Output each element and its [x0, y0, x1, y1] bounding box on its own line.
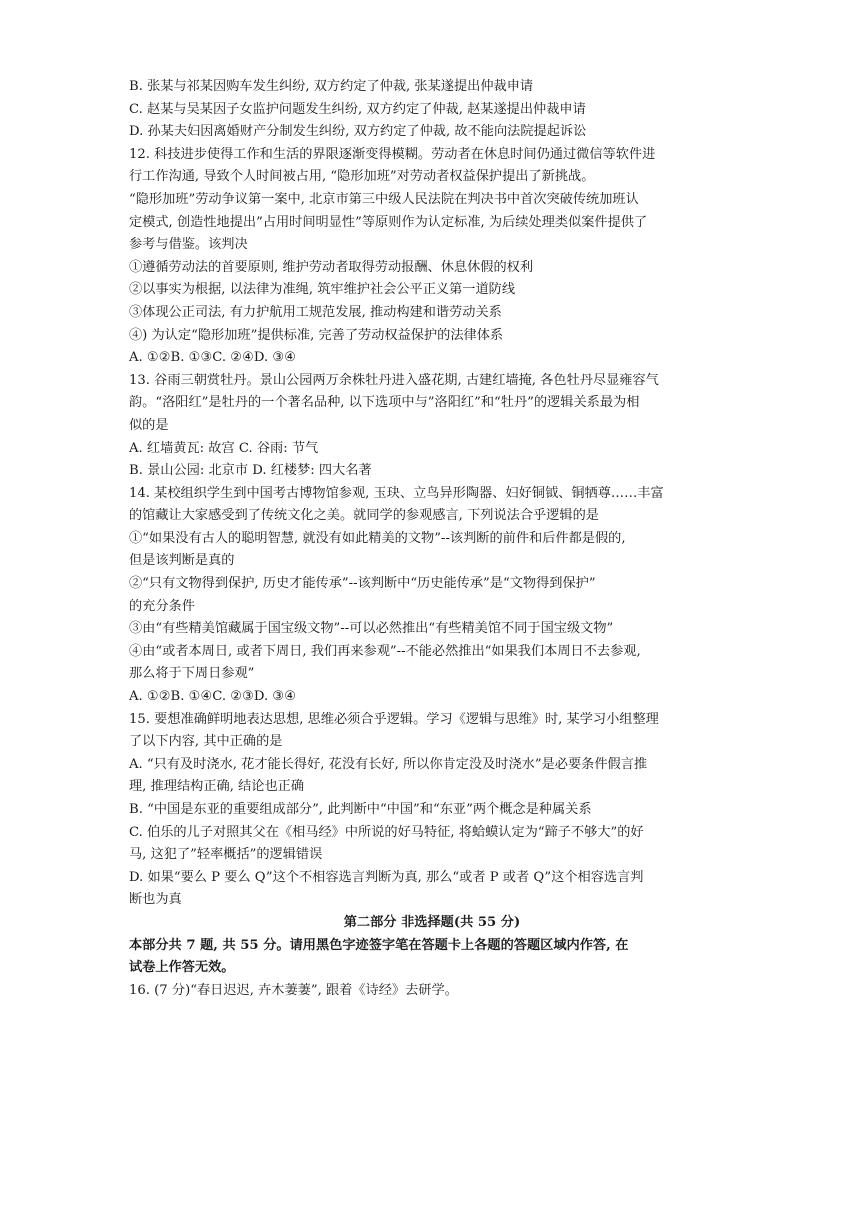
- document-page: [129, 76, 735, 1002]
- question-15-line-2: 了以下内容, 其中正确的是: [129, 734, 283, 750]
- question-12-line-5: 参考与借鉴。该判决: [129, 237, 248, 253]
- question-14-item-2-line-1: ②“只有文物得到保护, 历史才能传承”--该判断中“历史能传承”是“文物得到保护”: [129, 576, 596, 592]
- question-12-options: A. ①②B. ①③C. ②④D. ③④: [129, 350, 297, 366]
- option-d-line: D. 孙某夫妇因离婚财产分制发生纠纷, 双方约定了仲裁, 故不能向法院提起诉讼: [129, 124, 587, 140]
- question-13-options-1: A. 红墙黄瓦: 故宫 C. 谷雨: 节气: [129, 440, 319, 456]
- question-13-options-2: B. 景山公园: 北京市 D. 红楼梦: 四大名著: [129, 463, 372, 479]
- section-instructions-line-1: 本部分共 7 题, 共 55 分。请用黑色字迹签字笔在答题卡上各题的答题区域内作答, 在: [129, 937, 629, 953]
- question-15-option-c-line-1: C. 伯乐的儿子对照其父在《相马经》中所说的好马特征, 将蛤蟆认定为“蹄子不够大”的好: [129, 824, 644, 840]
- question-16-title: 16. (7 分)“春日迟迟, 卉木萋萋”, 跟着《诗经》去研学。: [129, 982, 458, 998]
- question-12-item-4: ④) 为认定“隐形加班”提供标准, 完善了劳动权益保护的法律体系: [129, 327, 504, 343]
- section-title: 第二部分 非选择题(共 55 分): [343, 914, 521, 930]
- question-12-line-2: 行工作沟通, 导致个人时间被占用, “隐形加班”对劳动者权益保护提出了新挑战。: [129, 169, 595, 185]
- question-15-option-c-line-2: 马, 这犯了”轻率概括”的逻辑错误: [129, 847, 323, 863]
- question-15-option-b: B. “中国是东亚的重要组成部分”, 此判断中“中国”和“东亚”两个概念是种属关系: [129, 802, 592, 817]
- question-13-line-3: 似的是: [129, 417, 169, 433]
- question-15-option-a-line-1: A. “只有及时浇水, 花才能长得好, 花没有长好, 所以你肯定没及时浇水”是必要条件假言推: [129, 756, 648, 772]
- question-14-item-4-line-2: 那么将于下周日参观”: [129, 666, 255, 682]
- question-14-item-1-line-1: ①“如果没有古人的聪明智慧, 就没有如此精美的文物”--该判断的前件和后件都是假的,: [129, 530, 626, 546]
- question-14-options: A. ①②B. ①④C. ②③D. ③④: [129, 689, 297, 705]
- question-12-line-1: 12. 科技进步使得工作和生活的界限逐渐变得模糊。劳动者在休息时间仍通过微信等软件进: [129, 146, 656, 162]
- question-14-line-1: 14. 某校组织学生到中国考古博物馆参观, 玉玦、立鸟异形陶器、妇好铜钺、铜牺尊……丰富: [129, 485, 664, 501]
- question-15-option-d-line-2: 断也为真: [129, 892, 182, 908]
- question-14-line-2: 的馆藏让大家感受到了传统文化之美。就同学的参观感言, 下列说法合乎逻辑的是: [129, 508, 599, 524]
- question-12-item-2: ②以事实为根据, 以法律为准绳, 筑牢维护社会公平正义第一道防线: [129, 282, 516, 298]
- question-14-item-2-line-2: 的充分条件: [129, 598, 195, 614]
- question-12-item-1: ①遵循劳动法的首要原则, 维护劳动者取得劳动报酬、休息休假的权利: [129, 259, 534, 275]
- question-12-line-4: 定模式, 创造性地提出”占用时间明显性”等原则作为认定标准, 为后续处理类似案件提供了: [129, 214, 648, 230]
- question-12-item-3: ③体现公正司法, 有力护航用工规范发展, 推动构建和谐劳动关系: [129, 304, 502, 320]
- question-12-line-3: “隐形加班”劳动争议第一案中, 北京市第三中级人民法院在判决书中首次突破传统加班认: [129, 191, 639, 207]
- question-13-line-2: 韵。“洛阳红”是牡丹的一个著名品种, 以下选项中与”洛阳红”和“牡丹”的逻辑关系最为相: [129, 395, 640, 411]
- question-14-item-1-line-2: 但是该判断是真的: [129, 553, 235, 569]
- question-14-item-4-line-1: ④由“或者本周日, 或者下周日, 我们再来参观”--不能必然推出“如果我们本周日不去参观,: [129, 643, 641, 659]
- option-b-line: B. 张某与祁某因购车发生纠纷, 双方约定了仲裁, 张某遂提出仲裁申请: [129, 79, 534, 94]
- question-15-line-1: 15. 要想准确鲜明地表达思想, 思维必须合乎逻辑。学习《逻辑与思维》时, 某学习小组整理: [129, 711, 659, 727]
- question-15-option-d-line-1: D. 如果“要么 P 要么 Q”这个不相容选言判断为真, 那么“或者 P 或者 Q”这个相容选言判: [129, 869, 644, 885]
- section-instructions-line-2: 试卷上作答无效。: [129, 960, 235, 976]
- option-c-line: C. 赵某与吴某因子女监护问题发生纠纷, 双方约定了仲裁, 赵某遂提出仲裁申请: [129, 101, 586, 117]
- question-15-option-a-line-2: 理, 推理结构正确, 结论也正确: [129, 779, 305, 795]
- question-13-line-1: 13. 谷雨三朝赏牡丹。景山公园两万余株牡丹进入盛花期, 古建红墙掩, 各色牡丹尽显雍容气: [129, 372, 659, 388]
- question-14-item-3: ③由“有些精美馆藏属于国宝级文物”--可以必然推出“有些精美馆不同于国宝级文物”: [129, 621, 614, 637]
